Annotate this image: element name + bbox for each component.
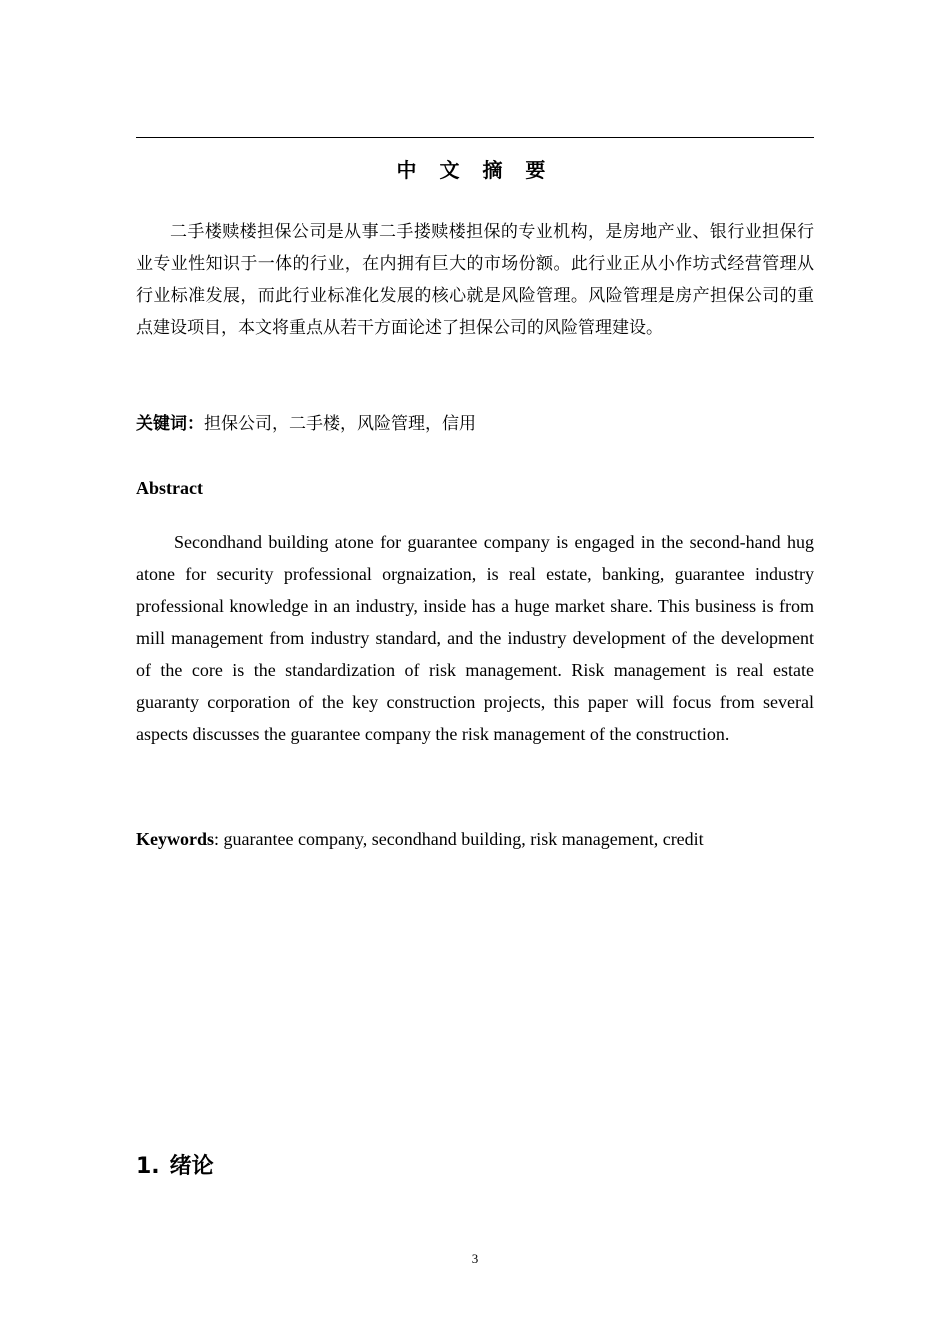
english-keywords-text: : guarantee company, secondhand building, risk management, credit — [214, 829, 704, 849]
section-title: 绪论 — [169, 1154, 214, 1179]
chinese-abstract-title: 中 文 摘 要 — [396, 158, 554, 182]
chinese-keywords-label: 关键词： — [136, 414, 204, 434]
chinese-keywords-line — [136, 408, 814, 440]
english-keywords-line — [136, 825, 814, 853]
page-number: 3 — [471, 1251, 479, 1266]
section-heading-introduction — [136, 1149, 214, 1185]
english-abstract-title: Abstract — [136, 478, 203, 498]
english-abstract-body: Secondhand building atone for guarantee company is engaged in the second-hand hug atone for security professional orgnaization, is real estate, banking, guarantee industry professional knowledge in an industry, inside has a huge market share. This business is from mill management from industry standard, and the industry development of the development of the core is the standardization of risk management. Risk management is real estate guaranty corporation of the key construction projects, this paper will focus from several aspects discusses the guarantee company the risk management of the construction. — [136, 532, 814, 744]
english-keywords-label: Keywords — [136, 829, 214, 849]
chinese-keywords-text: 担保公司，二手楼，风险管理，信用 — [204, 414, 476, 434]
chinese-abstract-body: 二手楼赎楼担保公司是从事二手搂赎楼担保的专业机构，是房地产业、银行业担保行业专业性知识于一体的行业，在内拥有巨大的市场份额。此行业正从小作坊式经营管理从行业标准发展，而此行业标准化发展的核心就是风险管理。风险管理是房产担保公司的重点建设项目，本文将重点从若干方面论述了担保公司的风险管理建设。 — [136, 222, 814, 338]
header-rule — [136, 137, 814, 138]
section-number: 1. — [136, 1154, 160, 1179]
